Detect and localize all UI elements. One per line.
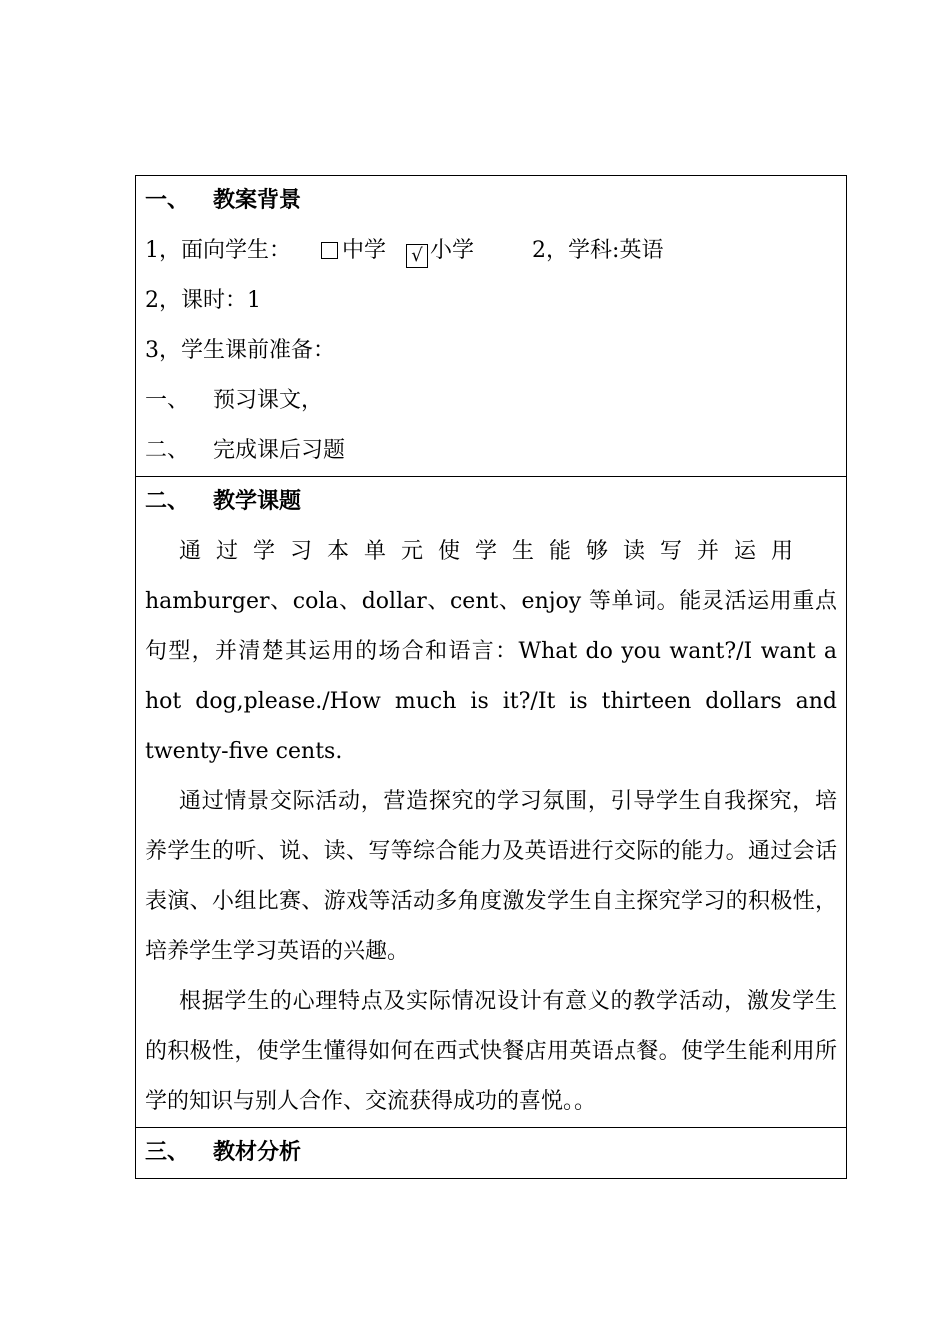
prep-line: 3，学生课前准备： (145, 338, 335, 363)
section-analysis-row (136, 1128, 847, 1179)
students-line (145, 226, 837, 276)
section-title: 教材分析 (213, 1140, 302, 1165)
lesson-plan-table (135, 175, 847, 1179)
section-number: 二、 (145, 489, 190, 514)
section-topic-cell (136, 477, 847, 1128)
option-middle-label: 中学 (342, 238, 387, 263)
topic-paragraph-3: 根据学生的心理特点及实际情况设计有意义的教学活动，激发学生的积极性，使学生懂得如何在西式快餐店用英语点餐。使学生能利用所学的知识与别人合作、交流获得成功的喜悦。。 (145, 989, 837, 1114)
checkbox-middle-school[interactable] (321, 242, 338, 259)
section-background-row (136, 176, 847, 477)
prep-item (145, 426, 837, 476)
subject-label: 2，学科:英语 (532, 238, 664, 263)
prep-item-text: 完成课后习题 (213, 438, 346, 463)
section-title: 教案背景 (213, 188, 302, 213)
section-heading (145, 477, 837, 527)
section-heading (145, 176, 837, 226)
section-number: 三、 (145, 1140, 190, 1165)
topic-paragraph-1: hamburger、cola、dollar、cent、enjoy 等单词。能灵活运用重点句型，并清楚其运用的场合和语言：What do you want?/I want a hot dog,please./How much is it?/It is thirteen dollars and twenty-five cents. (145, 589, 837, 764)
topic-paragraph-2: 通过情景交际活动，营造探究的学习氛围，引导学生自我探究，培养学生的听、说、读、写等综合能力及英语进行交际的能力。通过会话表演、小组比赛、游戏等活动多角度激发学生自主探究学习的积极性，培养学生学习英语的兴趣。 (145, 789, 837, 964)
option-primary-label: 小学 (430, 238, 475, 263)
topic-paragraph-first-line: 通过学习本单元使学生能够读写并运用 (179, 539, 809, 564)
section-title: 教学课题 (213, 489, 302, 514)
section-topic-row (136, 477, 847, 1128)
prep-item-number: 二、 (145, 438, 190, 463)
prep-item (145, 376, 837, 426)
prep-item-text: 预习课文， (213, 388, 324, 413)
students-label: 1，面向学生： (145, 238, 291, 263)
section-background-cell (136, 176, 847, 477)
section-analysis-cell (136, 1128, 847, 1179)
section-number: 一、 (145, 188, 190, 213)
prep-item-number: 一、 (145, 388, 190, 413)
section-heading (145, 1128, 837, 1178)
hours-line: 2，课时：1 (145, 288, 261, 313)
checkbox-primary-school[interactable]: √ (406, 244, 428, 268)
